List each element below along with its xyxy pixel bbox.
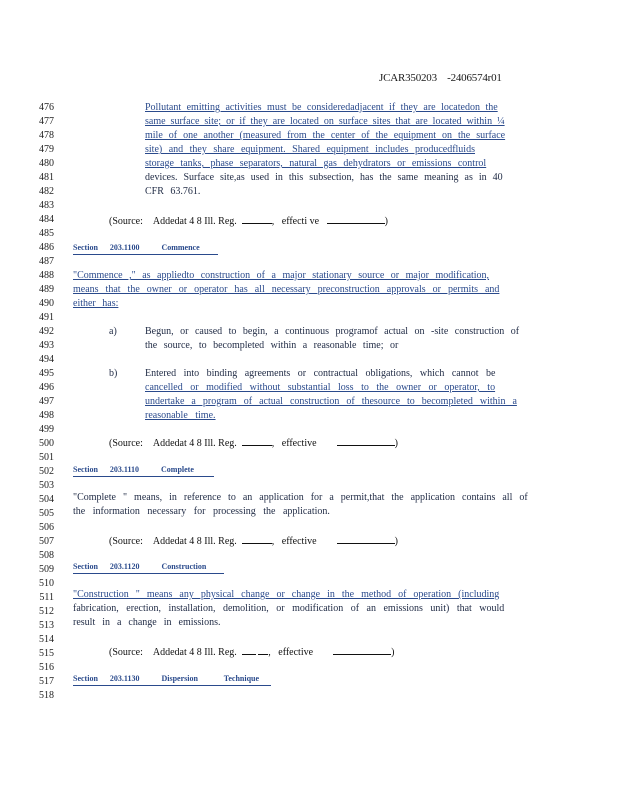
line-number: 489: [39, 284, 54, 295]
paragraph-line: means that the owner or operator has all necessary preconstruction approvals or permits and: [73, 284, 500, 295]
paragraph-line: either has:: [73, 298, 119, 309]
list-item-line: cancelled or modified without substantial loss to the owner or operator, to: [145, 382, 496, 393]
line-number: 505: [39, 508, 54, 519]
line-number: 482: [39, 186, 54, 197]
list-item-line: the source, to becompleted within a reasonable time; or: [145, 340, 399, 351]
paragraph-line: storage tanks, phase separators, natural gas dehydrators or emissions control: [145, 158, 487, 169]
list-label: b): [109, 368, 118, 379]
paragraph-line: mile of one another (measured from the center of the equipment on the surface: [145, 130, 506, 141]
line-number: 518: [39, 690, 54, 701]
line-number: 499: [39, 424, 54, 435]
line-number: 486: [39, 242, 54, 253]
line-number: 498: [39, 410, 54, 421]
line-number: 497: [39, 396, 54, 407]
line-number: 506: [39, 522, 54, 533]
paragraph-line: "Complete " means, in reference to an application for a permit,that the application contains all of: [73, 492, 528, 503]
line-number: 494: [39, 354, 54, 365]
line-number: 477: [39, 116, 54, 127]
line-number: 509: [39, 564, 54, 575]
line-number: 479: [39, 144, 54, 155]
document-id: JCAR350203: [379, 72, 437, 84]
line-number: 495: [39, 368, 54, 379]
line-number: 480: [39, 158, 54, 169]
line-number: 517: [39, 676, 54, 687]
line-number: 511: [39, 592, 54, 603]
section-heading: Section 203.1100 Commence: [73, 242, 218, 255]
line-number: 492: [39, 326, 54, 337]
line-number: 496: [39, 382, 54, 393]
line-number: 487: [39, 256, 54, 267]
section-heading: Section 203.1110 Complete: [73, 464, 214, 477]
line-number: 504: [39, 494, 54, 505]
line-number: 513: [39, 620, 54, 631]
list-item-line: Entered into binding agreements or contractual obligations, which cannot be: [145, 368, 496, 379]
paragraph-line: "Construction " means any physical change or change in the method of operation (including: [73, 589, 500, 600]
line-number: 478: [39, 130, 54, 141]
document-header: [379, 72, 502, 84]
list-item-line: reasonable time.: [145, 410, 216, 421]
line-number: 508: [39, 550, 54, 561]
line-number: 503: [39, 480, 54, 491]
line-number: 483: [39, 200, 54, 211]
line-number: 481: [39, 172, 54, 183]
paragraph-line: fabrication, erection, installation, demolition, or modification of an emissions unit) that would: [73, 603, 505, 614]
line-number: 476: [39, 102, 54, 113]
line-number: 484: [39, 214, 54, 225]
line-number: 515: [39, 648, 54, 659]
source-note: (Source: Addedat 4 8 Ill. Reg. , effective ): [109, 533, 398, 549]
paragraph-line: same surface site; or if they are located on surface sites that are located within ¼: [145, 116, 505, 127]
line-number: 485: [39, 228, 54, 239]
line-number: 488: [39, 270, 54, 281]
paragraph-line: "Commence ," as appliedto construction of a major stationary source or major modification,: [73, 270, 490, 281]
list-item-line: undertake a program of actual construction of thesource to becompleted within a: [145, 396, 517, 407]
list-label: a): [109, 326, 117, 337]
paragraph-line: Pollutant emitting activities must be consideredadjacent if they are locatedon the: [145, 102, 498, 113]
line-number: 491: [39, 312, 54, 323]
line-number: 507: [39, 536, 54, 547]
section-heading: Section 203.1120 Construction: [73, 561, 224, 574]
line-number: 490: [39, 298, 54, 309]
paragraph-line: devices. Surface site,as used in this subsection, has the same meaning as in 40: [145, 172, 503, 183]
line-number: 516: [39, 662, 54, 673]
line-number: 502: [39, 466, 54, 477]
line-number: 512: [39, 606, 54, 617]
line-number: 514: [39, 634, 54, 645]
paragraph-line: result in a change in emissions.: [73, 617, 221, 628]
list-item-line: Begun, or caused to begin, a continuous programof actual on -site construction of: [145, 326, 520, 337]
source-note: (Source: Addedat 4 8 Ill. Reg. , effecti ve ): [109, 213, 388, 229]
section-heading: Section 203.1130 Dispersion Technique: [73, 673, 271, 686]
source-note: (Source: Addedat 4 8 Ill. Reg. , effective ): [109, 435, 398, 451]
paragraph-line: site) and they share equipment. Shared equipment includes producedfluids: [145, 144, 475, 155]
document-revision: -2406574r01: [447, 72, 502, 84]
line-number: 510: [39, 578, 54, 589]
line-number: 493: [39, 340, 54, 351]
source-note: (Source: Addedat 4 8 Ill. Reg. , effective ): [109, 644, 394, 660]
paragraph-line: CFR 63.761.: [145, 186, 201, 197]
paragraph-line: the information necessary for processing the application.: [73, 506, 330, 517]
line-number: 501: [39, 452, 54, 463]
line-number: 500: [39, 438, 54, 449]
